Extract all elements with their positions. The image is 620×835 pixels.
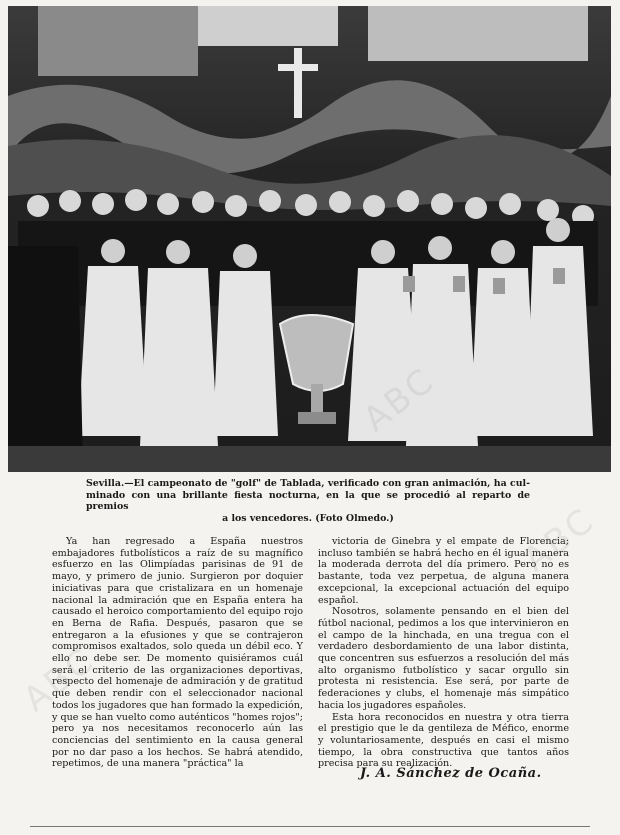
group-photo (8, 6, 611, 472)
article-paragraph: Ya han regresado a España nuestros embajadores futbolísticos a raíz de su magnífico esfuerzo en las Olimpíadas parisinas de 91 de mayo, y primero de junio. Surgieron por doquier iniciativas para que cristalizara en un homenaje nacional la admiración que en España entera ha causado el heroico comportamiento del equipo rojo en Berna de Rafia. Después, pasaron que se entregaron a la efusiones y que se contrajeron compromisos exaltados, solo queda un débil eco. Y ello no debe ser. De momento quisiéramos cuál será el criterio de las organizaciones deportivas, respecto del homenaje de admiración y de gratitud que deben rendir con el seleccionador nacional todos los jugadores que han formado la expedición, y que se han vuelto como auténticos "homes rojos"; pero ya nos necesitamos reconocerlo aún las conciencias del sentimiento en la causa general por no dar paso a los hechos. Se habrá atendido, repetimos, de una manera "práctica" la (52, 536, 303, 770)
watermark: ABC (516, 500, 603, 580)
article-paragraph: victoria de Ginebra y el empate de Florencia; incluso también se habrá hecho en él igual manera la moderada derrota del día primero. Pero no es bastante, toda vez perpetua, de alguna manera excepcional, la excepcional actuación del equipo español. (318, 536, 569, 606)
author-signature: J. A. Sánchez de Ocaña. (360, 766, 542, 781)
caption-line-1: Sevilla.—El campeonato de "golf" de Tablada, verificado con gran animación, ha cul- (86, 478, 530, 489)
watermark: ABC (16, 640, 103, 720)
caption-line-2: minado con una brillante fiesta nocturna, en la que se procedió al reparto de premios (86, 489, 530, 513)
article-paragraph: Esta hora reconocidos en nuestra y otra tierra el prestigio que le da gentileza de Méfico, enorme y voluntariosamente, después en casi el mismo tiempo, la obra constructiva que tantos años precisa para su realización. (318, 711, 569, 770)
article-paragraph: Nosotros, solamente pensando en el bien del fútbol nacional, pedimos a los que intervinieron en el campo de la hinchada, en una tregua con el verdadero desbordamiento de una labor distinta, que concentren sus esfuerzos a resolución del más alto organismo futbolístico y sacar orgullo sin protesta ni resistencia. Ese será, por parte de federaciones y clubs, el homenaje más simpático hacia los jugadores españoles. (318, 606, 569, 711)
article-column-right (318, 536, 569, 770)
caption-line-3: a los vencedores. (Foto Olmedo.) (222, 512, 394, 524)
article-column-left (52, 536, 303, 770)
photo-caption (86, 478, 530, 524)
group-photo-icon (8, 6, 611, 472)
divider (30, 826, 590, 827)
